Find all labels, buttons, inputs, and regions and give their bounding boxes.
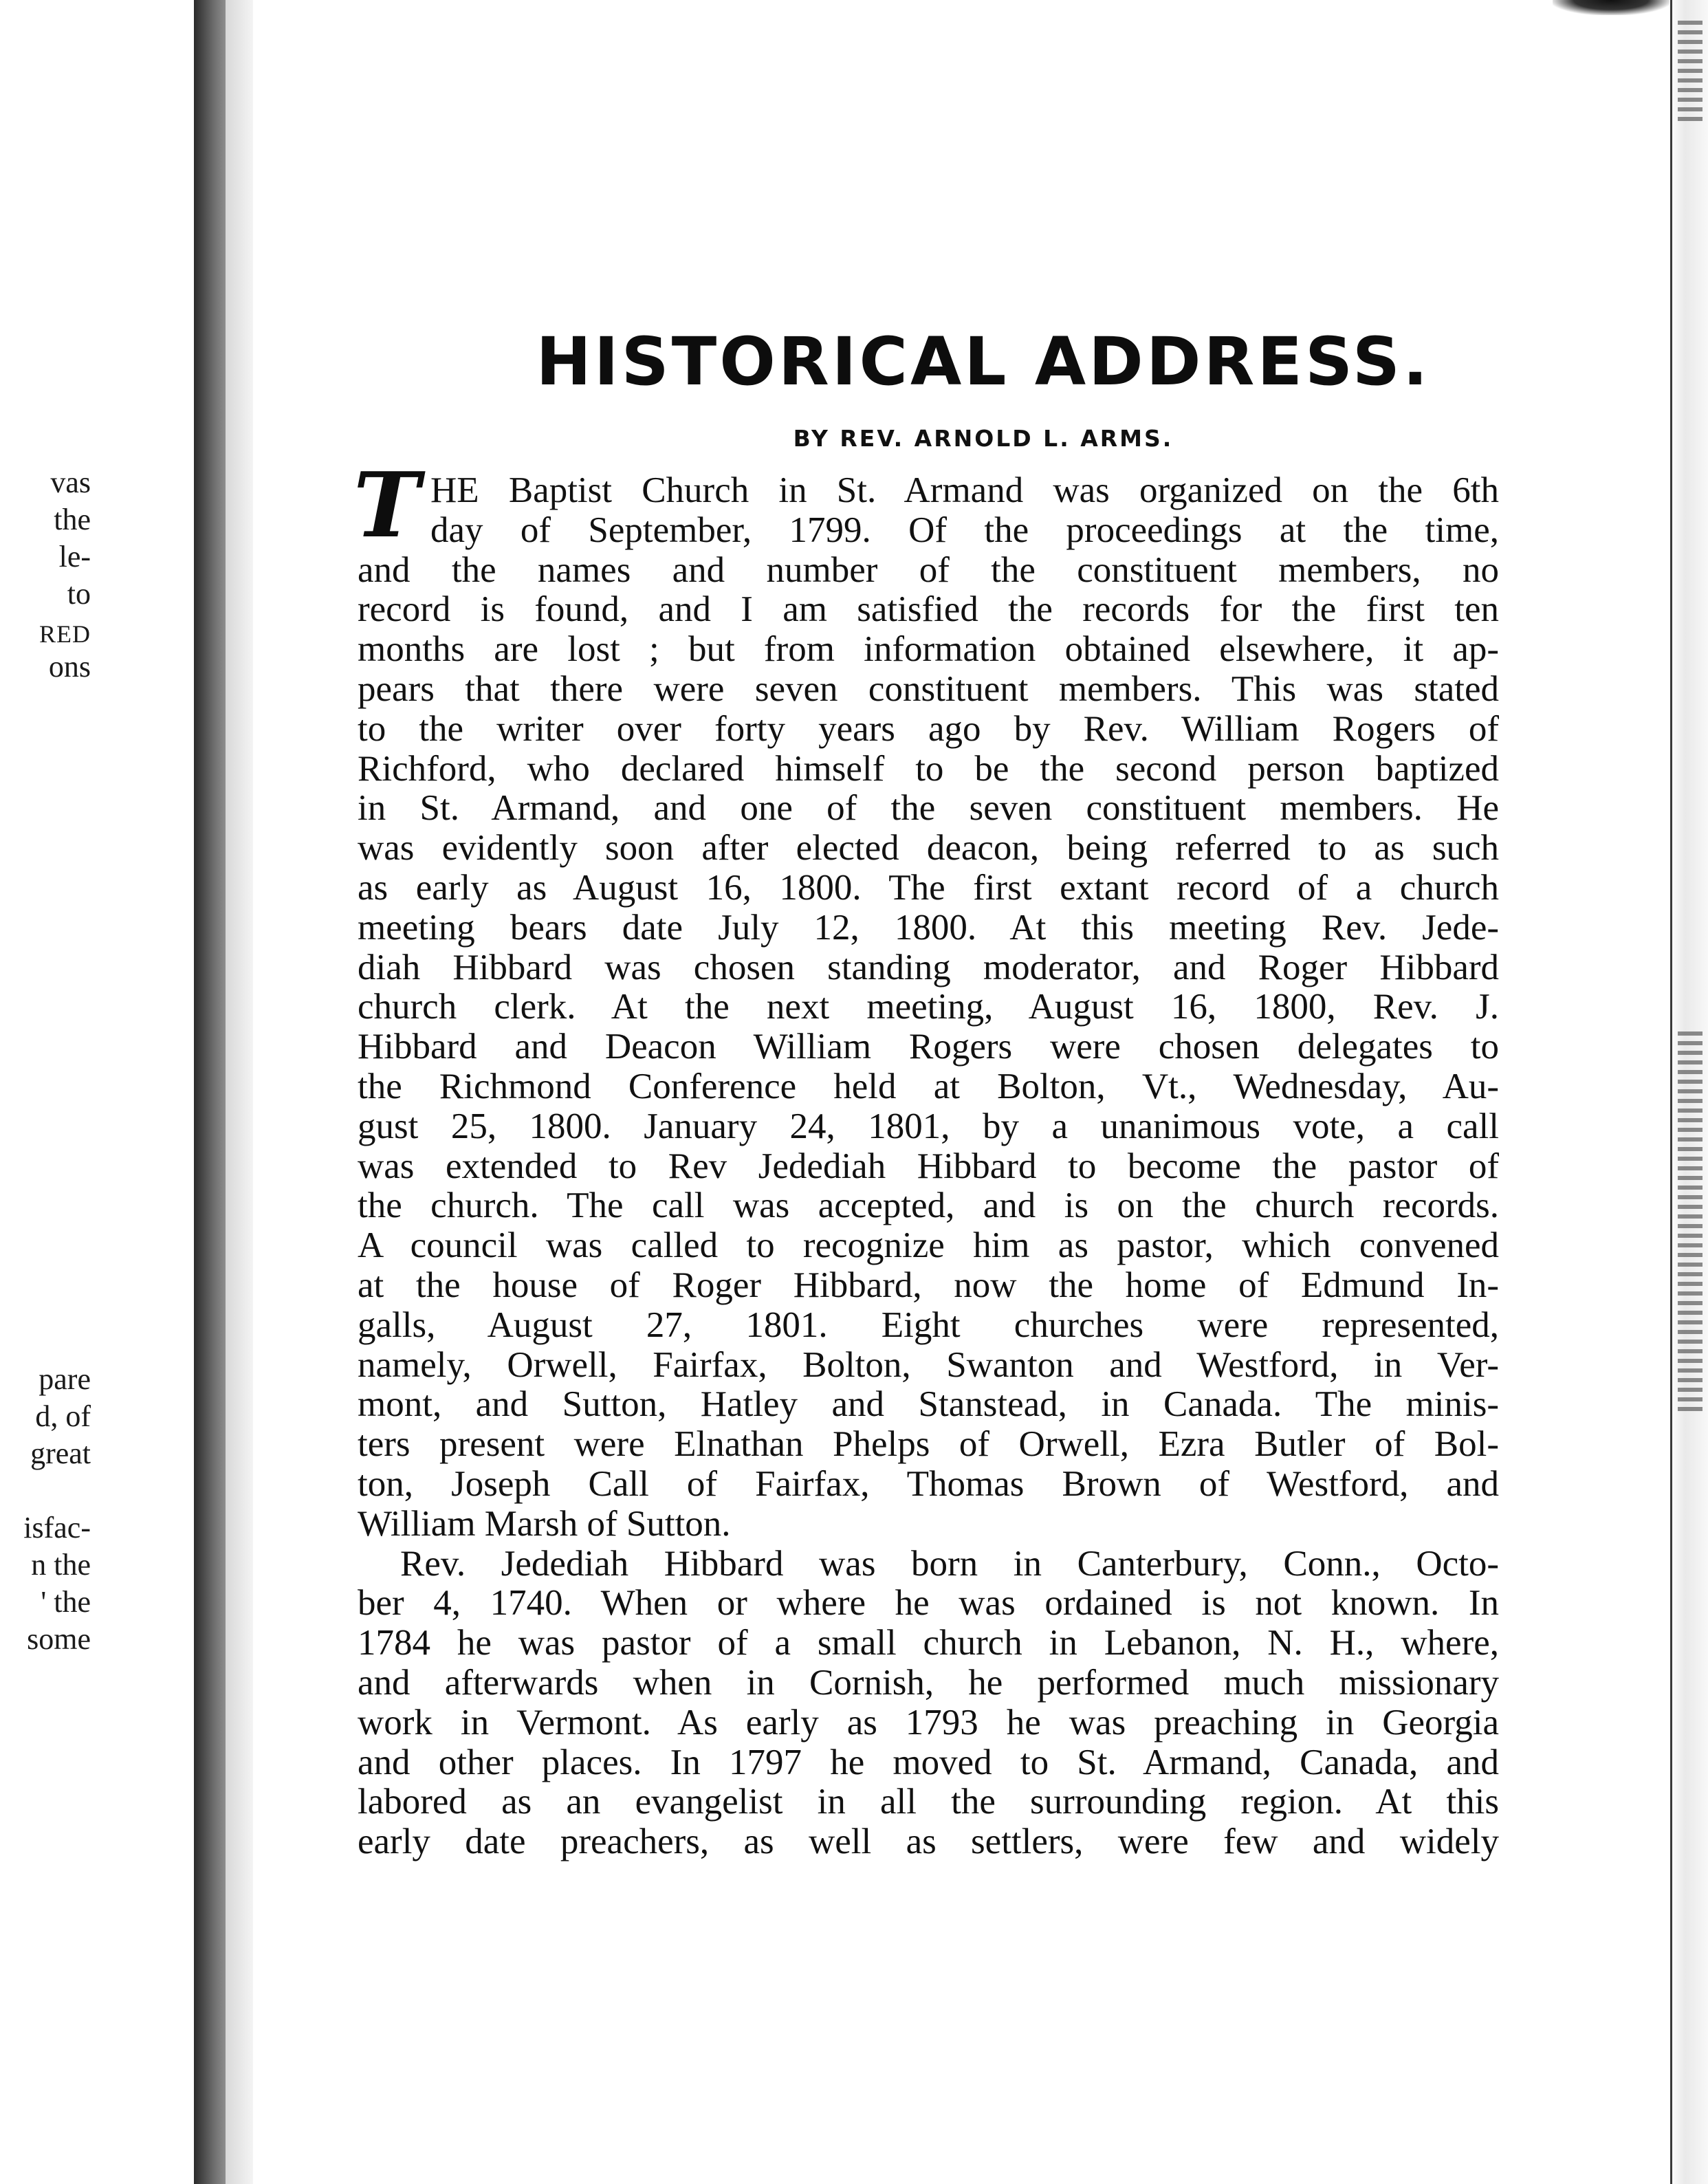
left-facing-page [0,0,194,2184]
text-line: meeting bears date July 12, 1800. At this meeting Rev. Jede- [358,908,1499,948]
text-line: William Marsh of Sutton. [358,1504,731,1544]
text-line: day of September, 1799. Of the proceedings at the time, [430,510,1499,550]
text-line: diah Hibbard was chosen standing moderator, and Roger Hibbard [358,948,1499,987]
drop-cap: T [353,452,420,558]
text-line: was evidently soon after elected deacon, being referred to as such [358,829,1499,869]
text-line: A council was called to recognize him as pastor, which convened [358,1226,1499,1266]
left-fragment: d, of [35,1399,91,1433]
text-line: months are lost ; but from information obtained elsewhere, it ap- [358,630,1499,670]
left-fragment: pare [39,1362,91,1396]
right-edge-line [1670,0,1672,2184]
text-line: to the writer over forty years ago by Rev. William Rogers of [358,709,1499,749]
text-line: ber 4, 1740. When or where he was ordained is not known. In [358,1584,1499,1624]
text-line: Richford, who declared himself to be the second person baptized [358,749,1499,789]
edge-library-stamp-mark [1678,1031,1702,1417]
book-gutter [194,0,226,2184]
text-line: galls, August 27, 1801. Eight churches were represented, [358,1305,1499,1345]
text-line: and the names and number of the constituent members, no [358,550,1499,590]
text-line: as early as August 16, 1800. The first extant record of a church [358,868,1499,908]
text-line: namely, Orwell, Fairfax, Bolton, Swanton and Westford, in Ver- [358,1345,1499,1385]
left-fragment: the [54,503,91,536]
left-fragment: great [30,1437,91,1470]
text-line: labored as an evangelist in all the surrounding region. At this [358,1782,1499,1822]
text-line: record is found, and I am satisfied the records for the first ten [358,590,1499,630]
text-line: mont, and Sutton, Hatley and Stanstead, in Canada. The minis- [358,1385,1499,1425]
gutter-shadow [226,0,253,2184]
paragraph-2 [358,1544,1499,1862]
left-fragment: isfac- [23,1511,91,1544]
left-fragment: ons [48,650,91,684]
left-fragment: ' the [41,1585,91,1619]
left-fragment: to [67,577,91,611]
edge-library-stamp-mark [1678,21,1702,124]
paragraph-1 [353,452,1499,1544]
article [353,323,1499,1862]
left-fragment: RED [39,620,91,648]
text-line: at the house of Roger Hibbard, now the home of Edmund In- [358,1265,1499,1305]
text-line: gust 25, 1800. January 24, 1801, by a unanimous vote, a call [358,1106,1499,1146]
text-line: in St. Armand, and one of the seven constituent members. He [358,789,1499,829]
text-line: Hibbard and Deacon William Rogers were chosen delegates to [358,1027,1499,1067]
text-line: church clerk. At the next meeting, August 16, 1800, Rev. J. [358,987,1499,1027]
text-line: ton, Joseph Call of Fairfax, Thomas Brown of Westford, and [358,1464,1499,1504]
text-line: 1784 he was pastor of a small church in Lebanon, N. H., where, [358,1624,1499,1663]
ink-blot [1553,0,1669,15]
text-line: ters present were Elnathan Phelps of Orwell, Ezra Butler of Bol- [358,1425,1499,1465]
text-line: early date preachers, as well as settlers, were few and widely [358,1822,1499,1862]
text-line: the Richmond Conference held at Bolton, Vt., Wednesday, Au- [358,1067,1499,1106]
text-line: was extended to Rev Jedediah Hibbard to become the pastor of [358,1146,1499,1186]
left-fragment: n the [31,1548,91,1582]
text-line: and other places. In 1797 he moved to St. Armand, Canada, and [358,1743,1499,1782]
left-fragment: vas [50,466,91,499]
article-byline: BY REV. ARNOLD L. ARMS. [793,425,1174,452]
text-line: the church. The call was accepted, and is on the church records. [358,1186,1499,1226]
left-fragment: le- [58,540,91,574]
text-line: Rev. Jedediah Hibbard was born in Canterbury, Conn., Octo- [400,1544,1499,1584]
text-line: work in Vermont. As early as 1793 he was preaching in Georgia [358,1703,1499,1743]
text-line: HE Baptist Church in St. Armand was organized on the 6th [430,471,1499,510]
text-line: pears that there were seven constituent members. This was stated [358,669,1499,709]
left-fragment: some [27,1622,91,1656]
text-line: and afterwards when in Cornish, he performed much missionary [358,1663,1499,1703]
left-page-text-fragments [0,0,194,2184]
article-title: HISTORICAL ADDRESS. [536,323,1431,400]
